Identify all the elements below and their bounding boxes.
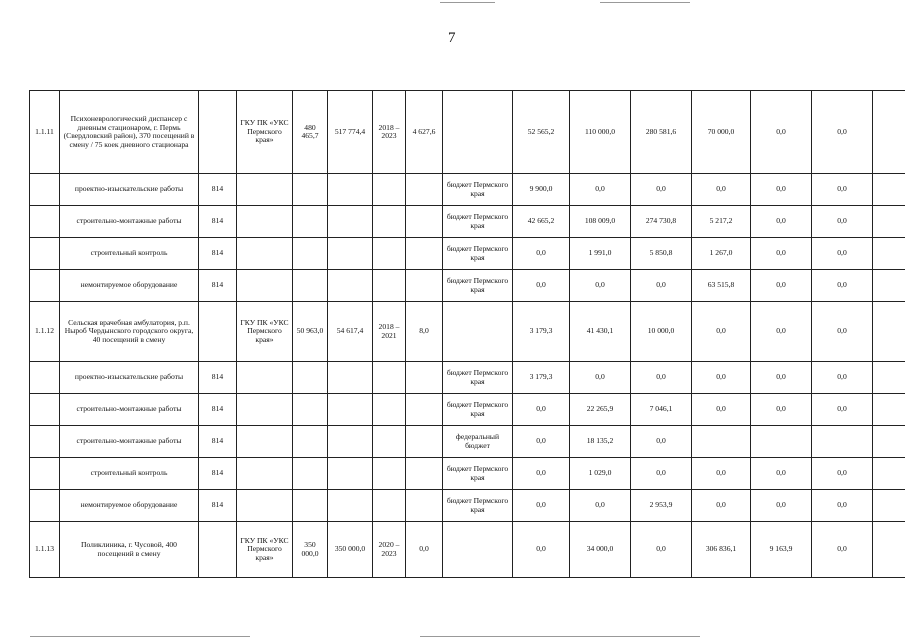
cell-extra bbox=[873, 174, 905, 206]
cell-source: бюджет Пермского края bbox=[443, 238, 513, 270]
cell-year-1: 3 179,3 bbox=[513, 302, 570, 362]
table-row-subitem bbox=[30, 490, 905, 522]
cell-object-name: строительно-монтажные работы bbox=[60, 426, 199, 458]
cell-year-5: 0,0 bbox=[751, 206, 812, 238]
cell-year-4: 5 217,2 bbox=[692, 206, 751, 238]
cell-year-2: 1 991,0 bbox=[570, 238, 631, 270]
cell-period: 2018 – 2021 bbox=[373, 302, 406, 362]
cell-code bbox=[30, 238, 60, 270]
cell-year-2: 0,0 bbox=[570, 270, 631, 302]
cell-grbs bbox=[199, 522, 237, 578]
cell-year-6: 0,0 bbox=[812, 206, 873, 238]
cell-code: 1.1.11 bbox=[30, 91, 60, 174]
cell-year-4: 0,0 bbox=[692, 458, 751, 490]
cell-year-5: 0,0 bbox=[751, 91, 812, 174]
cell-source: бюджет Пермского края bbox=[443, 458, 513, 490]
cell-customer: ГКУ ПК «УКС Пермского края» bbox=[237, 302, 293, 362]
cell-year-6: 0,0 bbox=[812, 490, 873, 522]
cell-grbs: 814 bbox=[199, 238, 237, 270]
cell-total-cost bbox=[328, 270, 373, 302]
cell-object-name: строительный контроль bbox=[60, 458, 199, 490]
cell-year-3: 2 953,9 bbox=[631, 490, 692, 522]
cell-code bbox=[30, 174, 60, 206]
cell-object-name: строительный контроль bbox=[60, 238, 199, 270]
cell-period bbox=[373, 174, 406, 206]
cell-year-2: 0,0 bbox=[570, 362, 631, 394]
cell-period bbox=[373, 426, 406, 458]
cell-code bbox=[30, 458, 60, 490]
table-row-object bbox=[30, 302, 905, 362]
table-row-subitem bbox=[30, 270, 905, 302]
cell-year-6: 0,0 bbox=[812, 270, 873, 302]
cell-grbs: 814 bbox=[199, 270, 237, 302]
cell-estimated-cost bbox=[293, 206, 328, 238]
table-row-subitem bbox=[30, 426, 905, 458]
cell-estimated-cost bbox=[293, 238, 328, 270]
cell-year-1: 0,0 bbox=[513, 490, 570, 522]
table-row-subitem bbox=[30, 362, 905, 394]
cell-year-2: 0,0 bbox=[570, 174, 631, 206]
cell-extra bbox=[873, 362, 905, 394]
cell-year-3: 0,0 bbox=[631, 174, 692, 206]
cell-object-name: строительно-монтажные работы bbox=[60, 206, 199, 238]
cell-period: 2020 – 2023 bbox=[373, 522, 406, 578]
cell-source: бюджет Пермского края bbox=[443, 362, 513, 394]
scan-edge-bottom bbox=[420, 636, 700, 637]
cell-year-3: 280 581,6 bbox=[631, 91, 692, 174]
cell-year-3: 0,0 bbox=[631, 426, 692, 458]
cell-customer bbox=[237, 394, 293, 426]
cell-year-1: 0,0 bbox=[513, 270, 570, 302]
cell-year-4: 70 000,0 bbox=[692, 91, 751, 174]
cell-source: федеральный бюджет bbox=[443, 426, 513, 458]
cell-grbs bbox=[199, 302, 237, 362]
cell-extra bbox=[873, 522, 905, 578]
cell-total-cost bbox=[328, 458, 373, 490]
cell-year-6: 0,0 bbox=[812, 458, 873, 490]
cell-year-3: 0,0 bbox=[631, 522, 692, 578]
cell-year-6: 0,0 bbox=[812, 522, 873, 578]
table-row-subitem bbox=[30, 206, 905, 238]
cell-year-2: 34 000,0 bbox=[570, 522, 631, 578]
cell-balance bbox=[406, 394, 443, 426]
cell-year-3: 7 046,1 bbox=[631, 394, 692, 426]
cell-estimated-cost bbox=[293, 426, 328, 458]
cell-balance bbox=[406, 362, 443, 394]
cell-code: 1.1.13 bbox=[30, 522, 60, 578]
cell-period bbox=[373, 238, 406, 270]
cell-grbs: 814 bbox=[199, 206, 237, 238]
cell-year-3: 10 000,0 bbox=[631, 302, 692, 362]
cell-source bbox=[443, 302, 513, 362]
cell-year-6: 0,0 bbox=[812, 302, 873, 362]
cell-period: 2018 – 2023 bbox=[373, 91, 406, 174]
cell-year-6: 0,0 bbox=[812, 394, 873, 426]
cell-year-4: 0,0 bbox=[692, 174, 751, 206]
cell-year-4: 0,0 bbox=[692, 394, 751, 426]
cell-year-1: 9 900,0 bbox=[513, 174, 570, 206]
cell-extra bbox=[873, 238, 905, 270]
cell-object-name: Сельская врачебная амбулатория, р.п. Ныроб Чердынского городского округа, 40 посещений в смену bbox=[60, 302, 199, 362]
cell-estimated-cost: 480 465,7 bbox=[293, 91, 328, 174]
cell-source: бюджет Пермского края bbox=[443, 394, 513, 426]
cell-balance bbox=[406, 270, 443, 302]
cell-year-6: 0,0 bbox=[812, 362, 873, 394]
cell-year-1: 0,0 bbox=[513, 394, 570, 426]
cell-customer bbox=[237, 238, 293, 270]
cell-source bbox=[443, 91, 513, 174]
cell-year-4: 0,0 bbox=[692, 302, 751, 362]
cell-balance bbox=[406, 174, 443, 206]
cell-year-1: 42 665,2 bbox=[513, 206, 570, 238]
cell-year-3: 274 730,8 bbox=[631, 206, 692, 238]
cell-year-5: 0,0 bbox=[751, 458, 812, 490]
cell-code bbox=[30, 362, 60, 394]
cell-period bbox=[373, 394, 406, 426]
cell-balance bbox=[406, 490, 443, 522]
table-row-subitem bbox=[30, 174, 905, 206]
cell-grbs: 814 bbox=[199, 458, 237, 490]
cell-extra bbox=[873, 426, 905, 458]
cell-year-2: 41 430,1 bbox=[570, 302, 631, 362]
cell-object-name: Поликлиника, г. Чусовой, 400 посещений в смену bbox=[60, 522, 199, 578]
cell-period bbox=[373, 206, 406, 238]
budget-table bbox=[29, 90, 905, 578]
cell-year-1: 3 179,3 bbox=[513, 362, 570, 394]
cell-grbs bbox=[199, 91, 237, 174]
cell-year-4: 306 836,1 bbox=[692, 522, 751, 578]
cell-total-cost bbox=[328, 426, 373, 458]
cell-year-5: 0,0 bbox=[751, 490, 812, 522]
cell-object-name: немонтируемое оборудование bbox=[60, 270, 199, 302]
table-row-subitem bbox=[30, 238, 905, 270]
cell-estimated-cost bbox=[293, 458, 328, 490]
cell-code bbox=[30, 426, 60, 458]
cell-code bbox=[30, 394, 60, 426]
cell-customer: ГКУ ПК «УКС Пермского края» bbox=[237, 522, 293, 578]
cell-balance: 4 627,6 bbox=[406, 91, 443, 174]
cell-year-3: 0,0 bbox=[631, 458, 692, 490]
cell-customer bbox=[237, 362, 293, 394]
cell-year-5: 0,0 bbox=[751, 238, 812, 270]
cell-source: бюджет Пермского края bbox=[443, 174, 513, 206]
cell-balance: 8,0 bbox=[406, 302, 443, 362]
table-row-subitem bbox=[30, 458, 905, 490]
cell-balance: 0,0 bbox=[406, 522, 443, 578]
cell-total-cost bbox=[328, 394, 373, 426]
cell-source bbox=[443, 522, 513, 578]
cell-balance bbox=[406, 238, 443, 270]
cell-extra bbox=[873, 394, 905, 426]
cell-period bbox=[373, 490, 406, 522]
cell-year-5: 0,0 bbox=[751, 270, 812, 302]
cell-code bbox=[30, 206, 60, 238]
cell-year-3: 5 850,8 bbox=[631, 238, 692, 270]
cell-customer bbox=[237, 206, 293, 238]
cell-total-cost: 54 617,4 bbox=[328, 302, 373, 362]
cell-year-4 bbox=[692, 426, 751, 458]
cell-object-name: проектно-изыскательские работы bbox=[60, 362, 199, 394]
cell-extra bbox=[873, 302, 905, 362]
cell-year-1: 0,0 bbox=[513, 458, 570, 490]
cell-customer bbox=[237, 490, 293, 522]
cell-year-1: 0,0 bbox=[513, 238, 570, 270]
cell-object-name: проектно-изыскательские работы bbox=[60, 174, 199, 206]
cell-customer bbox=[237, 458, 293, 490]
cell-year-1: 0,0 bbox=[513, 522, 570, 578]
table-row-object bbox=[30, 91, 905, 174]
cell-extra bbox=[873, 206, 905, 238]
cell-customer: ГКУ ПК «УКС Пермского края» bbox=[237, 91, 293, 174]
cell-object-name: строительно-монтажные работы bbox=[60, 394, 199, 426]
cell-year-5: 0,0 bbox=[751, 174, 812, 206]
cell-total-cost: 350 000,0 bbox=[328, 522, 373, 578]
page-number: 7 bbox=[448, 30, 456, 46]
cell-estimated-cost bbox=[293, 174, 328, 206]
cell-total-cost bbox=[328, 362, 373, 394]
cell-year-5: 9 163,9 bbox=[751, 522, 812, 578]
cell-balance bbox=[406, 458, 443, 490]
cell-year-5 bbox=[751, 426, 812, 458]
cell-year-2: 0,0 bbox=[570, 490, 631, 522]
cell-source: бюджет Пермского края bbox=[443, 206, 513, 238]
cell-customer bbox=[237, 270, 293, 302]
cell-grbs: 814 bbox=[199, 362, 237, 394]
cell-extra bbox=[873, 490, 905, 522]
cell-year-5: 0,0 bbox=[751, 362, 812, 394]
cell-total-cost: 517 774,4 bbox=[328, 91, 373, 174]
cell-grbs: 814 bbox=[199, 490, 237, 522]
cell-year-6: 0,0 bbox=[812, 174, 873, 206]
cell-year-5: 0,0 bbox=[751, 302, 812, 362]
cell-year-3: 0,0 bbox=[631, 270, 692, 302]
cell-total-cost bbox=[328, 206, 373, 238]
cell-estimated-cost: 50 963,0 bbox=[293, 302, 328, 362]
cell-code bbox=[30, 270, 60, 302]
cell-customer bbox=[237, 174, 293, 206]
cell-year-4: 0,0 bbox=[692, 362, 751, 394]
cell-year-6: 0,0 bbox=[812, 91, 873, 174]
cell-total-cost bbox=[328, 490, 373, 522]
cell-year-1: 0,0 bbox=[513, 426, 570, 458]
cell-estimated-cost bbox=[293, 362, 328, 394]
scan-edge-top bbox=[440, 2, 495, 3]
cell-year-6 bbox=[812, 426, 873, 458]
cell-total-cost bbox=[328, 238, 373, 270]
scan-edge-top bbox=[600, 2, 690, 3]
cell-year-4: 1 267,0 bbox=[692, 238, 751, 270]
cell-extra bbox=[873, 91, 905, 174]
cell-extra bbox=[873, 458, 905, 490]
cell-grbs: 814 bbox=[199, 426, 237, 458]
cell-year-1: 52 565,2 bbox=[513, 91, 570, 174]
cell-estimated-cost bbox=[293, 490, 328, 522]
cell-estimated-cost bbox=[293, 270, 328, 302]
cell-year-2: 22 265,9 bbox=[570, 394, 631, 426]
cell-source: бюджет Пермского края bbox=[443, 270, 513, 302]
cell-object-name: Психоневрологический диспансер с дневным стационаром, г. Пермь (Свердловский район), 370 посещений в смену / 75 коек дневного стационара bbox=[60, 91, 199, 174]
cell-object-name: немонтируемое оборудование bbox=[60, 490, 199, 522]
table-row-subitem bbox=[30, 394, 905, 426]
cell-customer bbox=[237, 426, 293, 458]
scan-edge-bottom bbox=[30, 636, 250, 637]
cell-year-6: 0,0 bbox=[812, 238, 873, 270]
cell-period bbox=[373, 270, 406, 302]
cell-extra bbox=[873, 270, 905, 302]
cell-balance bbox=[406, 426, 443, 458]
cell-year-4: 0,0 bbox=[692, 490, 751, 522]
cell-period bbox=[373, 458, 406, 490]
cell-year-2: 1 029,0 bbox=[570, 458, 631, 490]
cell-estimated-cost: 350 000,0 bbox=[293, 522, 328, 578]
cell-total-cost bbox=[328, 174, 373, 206]
cell-code: 1.1.12 bbox=[30, 302, 60, 362]
cell-period bbox=[373, 362, 406, 394]
cell-grbs: 814 bbox=[199, 394, 237, 426]
cell-year-4: 63 515,8 bbox=[692, 270, 751, 302]
cell-balance bbox=[406, 206, 443, 238]
cell-source: бюджет Пермского края bbox=[443, 490, 513, 522]
cell-year-2: 108 009,0 bbox=[570, 206, 631, 238]
cell-estimated-cost bbox=[293, 394, 328, 426]
cell-year-2: 110 000,0 bbox=[570, 91, 631, 174]
table-row-object bbox=[30, 522, 905, 578]
cell-code bbox=[30, 490, 60, 522]
cell-year-5: 0,0 bbox=[751, 394, 812, 426]
cell-grbs: 814 bbox=[199, 174, 237, 206]
cell-year-3: 0,0 bbox=[631, 362, 692, 394]
cell-year-2: 18 135,2 bbox=[570, 426, 631, 458]
